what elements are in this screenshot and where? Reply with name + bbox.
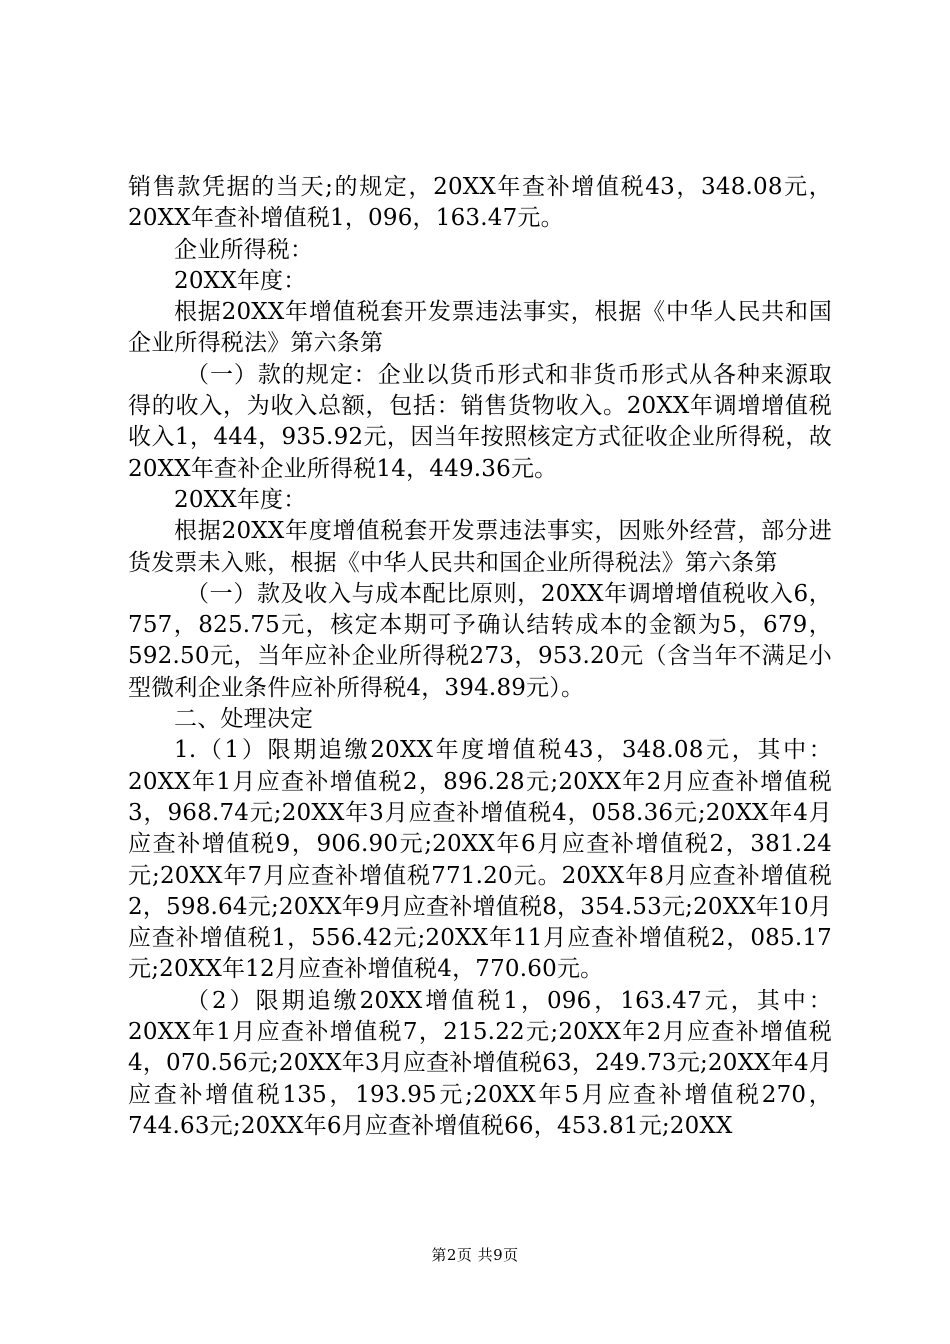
paragraph-3: 20XX年度： xyxy=(174,267,307,294)
paragraph-11: （2）限期追缴20XX增值税1，096，163.47元，其中：20XX年1月应查补增值税7，215.22元;20XX年2月应查补增值税4，070.56元;20XX年3月应查补增值税63，249.73元;20XX年4月应查补增值税135，193.95元;20XX年5月应查补增值税270，744.63元;20XX年6月应查补增值税66，453.81元;20XX xyxy=(128,987,832,1139)
paragraph-9: 二、处理决定 xyxy=(174,706,314,733)
paragraph-4: 根据20XX年增值税套开发票违法事实，根据《中华人民共和国企业所得税法》第六条第 xyxy=(128,299,832,357)
paragraph-1: 销售款凭据的当天;的规定，20XX年查补增值税43，348.08元，20XX年查补增值税1，096，163.47元。 xyxy=(128,174,832,232)
paragraph-5: （一）款的规定：企业以货币形式和非货币形式从各种来源取得的收入，为收入总额，包括：销售货物收入。20XX年调增增值税收入1，444，935.92元，因当年按照核定方式征收企业所得税，故20XX年查补企业所得税14，449.36元。 xyxy=(128,361,832,482)
page-number-footer: 第2页 共9页 xyxy=(431,1246,519,1264)
paragraph-10: 1.（1）限期追缴20XX年度增值税43，348.08元，其中：20XX年1月应查补增值税2，896.28元;20XX年2月应查补增值税3，968.74元;20XX年3月应查补增值税4，058.36元;20XX年4月应查补增值税9，906.90元;20XX年6月应查补增值税2，381.24元;20XX年7月应查补增值税771.20元。20XX年8月应查补增值税2，598.64元;20XX年9月应查补增值税8，354.53元;20XX年10月应查补增值税1，556.42元;20XX年11月应查补增值税2，085.17元;20XX年12月应查补增值税4，770.60元。 xyxy=(128,737,832,983)
paragraph-7: 根据20XX年度增值税套开发票违法事实，因账外经营，部分进货发票未入账，根据《中华人民共和国企业所得税法》第六条第 xyxy=(128,518,832,576)
paragraph-6: 20XX年度： xyxy=(174,486,307,513)
paragraph-8: （一）款及收入与成本配比原则，20XX年调增增值税收入6，757，825.75元，核定本期可予确认结转成本的金额为5，679，592.50元，当年应补企业所得税273，953.20元（含当年不满足小型微利企业条件应补所得税4，394.89元）。 xyxy=(128,580,832,701)
document-body xyxy=(128,172,832,1142)
paragraph-2: 企业所得税： xyxy=(174,236,314,263)
